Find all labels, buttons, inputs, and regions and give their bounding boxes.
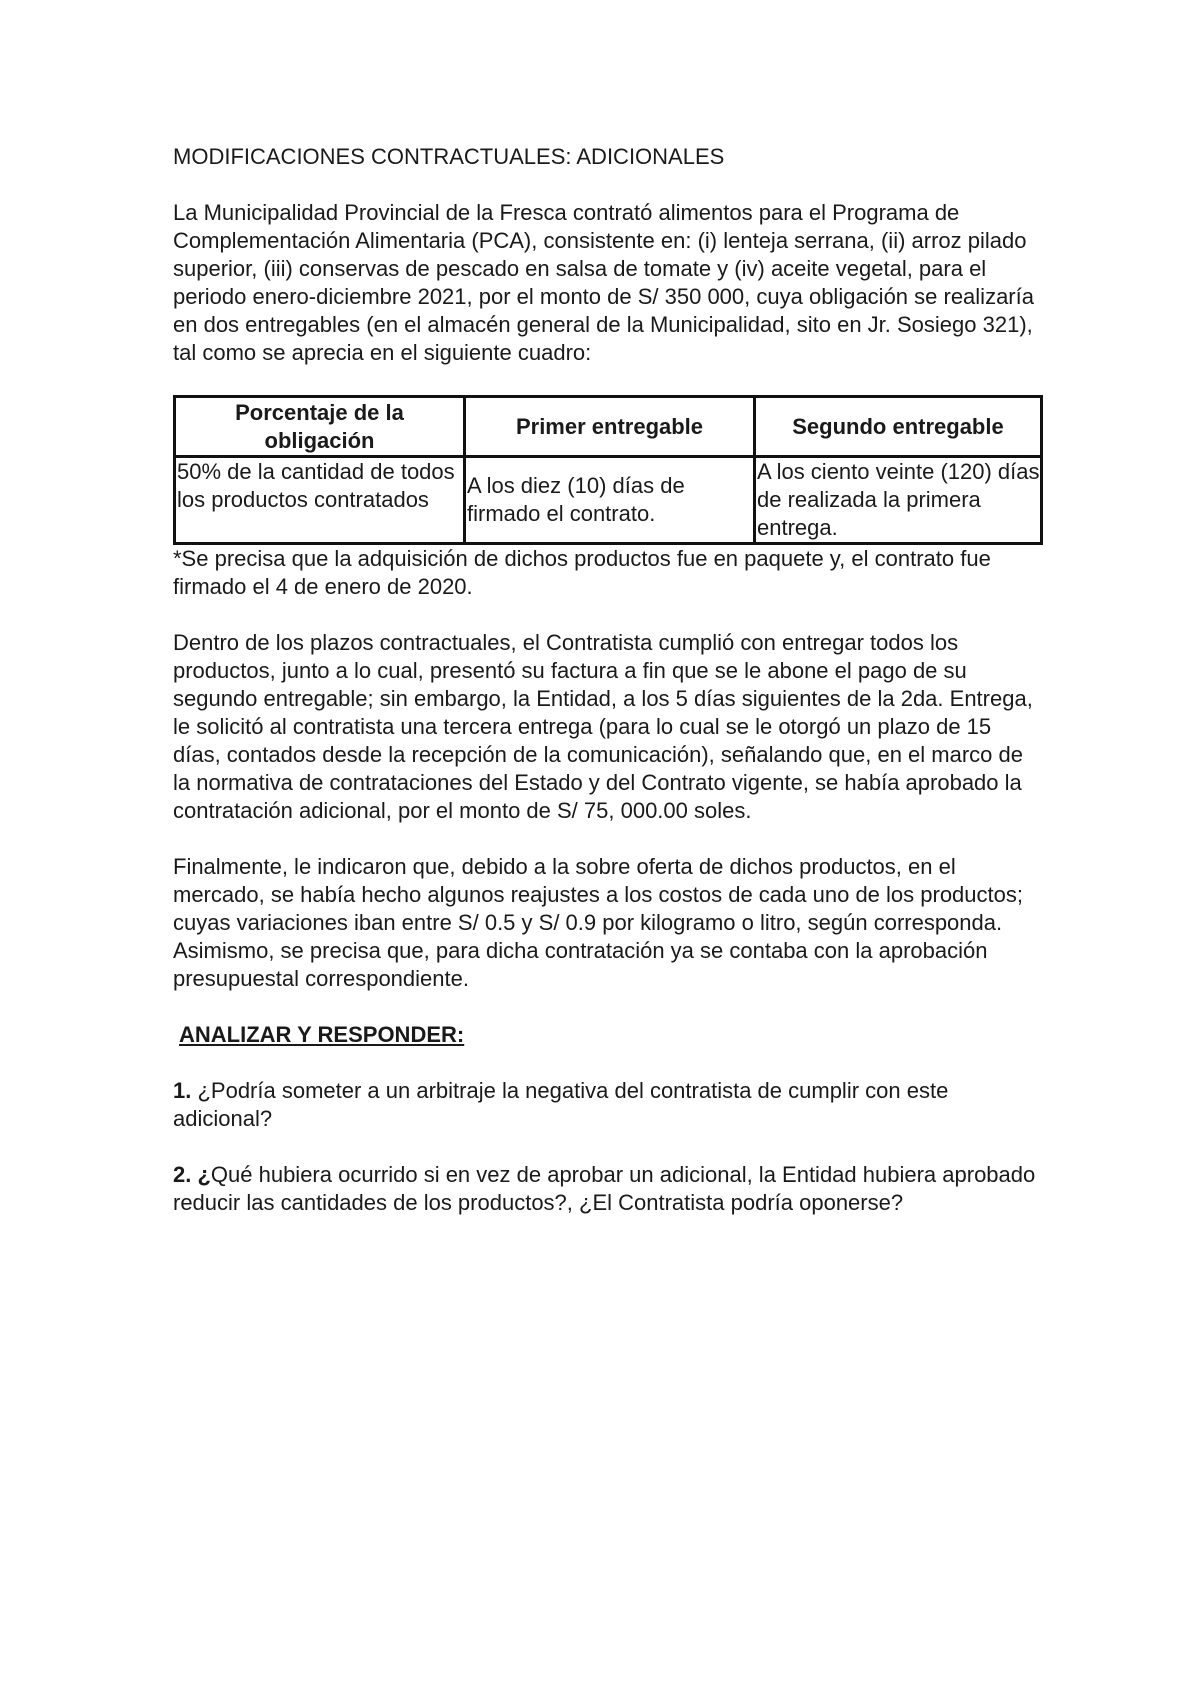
- question-text: Qué hubiera ocurrido si en vez de aprobar un adicional, la Entidad hubiera aprobado reducir las cantidades de los productos?, ¿El Contratista podría oponerse?: [173, 1162, 1036, 1215]
- table-row: [175, 457, 1042, 544]
- table-header-cell: Porcentaje de la obligación: [175, 397, 465, 457]
- table-cell: 50% de la cantidad de todos los productos contratados: [175, 457, 465, 544]
- question-item: [173, 1161, 1043, 1217]
- table-header-row: [175, 397, 1042, 457]
- question-number: 1.: [173, 1078, 192, 1103]
- body-paragraph: Dentro de los plazos contractuales, el Contratista cumplió con entregar todos los productos, junto a lo cual, presentó su factura a fin que se le abone el pago de su segundo entregable; sin embargo, la Entidad, a los 5 días siguientes de la 2da. Entrega, le solicitó al contratista una tercera entrega (para lo cual se le otorgó un plazo de 15 días, contados desde la recepción de la comunicación), señalando que, en el marco de la normativa de contrataciones del Estado y del Contrato vigente, se había aprobado la contratación adicional, por el monto de S/ 75, 000.00 soles.: [173, 630, 1033, 823]
- question-number: 2. ¿: [173, 1162, 211, 1187]
- document-title: MODIFICACIONES CONTRACTUALES: ADICIONALES: [173, 144, 725, 169]
- intro-paragraph: La Municipalidad Provincial de la Fresca contrató alimentos para el Programa de Complementación Alimentaria (PCA), consistente en: (i) lenteja serrana, (ii) arroz pilado superior, (iii) conservas de pescado en salsa de tomate y (iv) aceite vegetal, para el periodo enero-diciembre 2021, por el monto de S/ 350 000, cuya obligación se realizaría en dos entregables (en el almacén general de la Municipalidad, sito en Jr. Sosiego 321), tal como se aprecia en el siguiente cuadro:: [173, 200, 1034, 365]
- table-cell: A los ciento veinte (120) días de realizada la primera entrega.: [755, 457, 1042, 544]
- table-header-cell: Segundo entregable: [755, 397, 1042, 457]
- body-paragraph: Finalmente, le indicaron que, debido a la sobre oferta de dichos productos, en el mercado, se había hecho algunos reajustes a los costos de cada uno de los productos; cuyas variaciones iban entre S/ 0.5 y S/ 0.9 por kilogramo o litro, según corresponda. Asimismo, se precisa que, para dicha contratación ya se contaba con la aprobación presupuestal correspondiente.: [173, 854, 1023, 991]
- table-cell: A los diez (10) días de firmado el contrato.: [465, 457, 755, 544]
- document-page: [173, 143, 1043, 1217]
- section-heading: ANALIZAR Y RESPONDER:: [179, 1022, 465, 1047]
- deliveries-table: [173, 395, 1043, 545]
- table-note: *Se precisa que la adquisición de dichos productos fue en paquete y, el contrato fue firmado el 4 de enero de 2020.: [173, 546, 991, 599]
- question-item: [173, 1077, 1043, 1133]
- question-text: ¿Podría someter a un arbitraje la negativa del contratista de cumplir con este adicional?: [173, 1078, 949, 1131]
- table-header-cell: Primer entregable: [465, 397, 755, 457]
